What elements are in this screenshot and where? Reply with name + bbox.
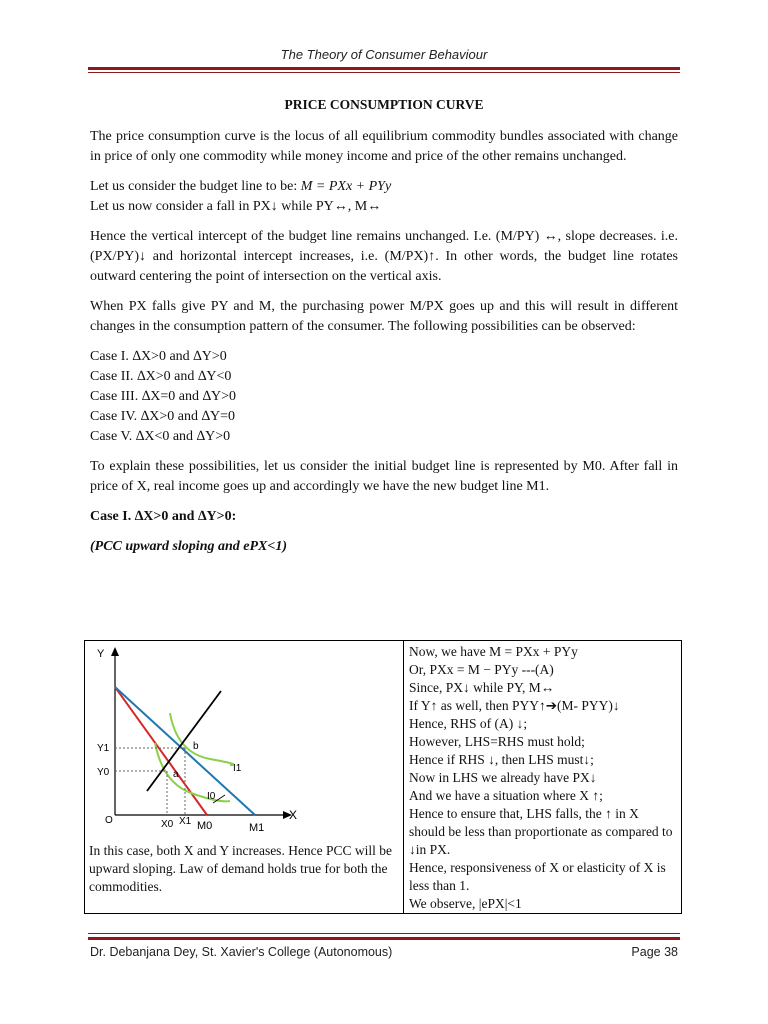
y0-label: Y0 (97, 767, 110, 778)
case-item: Case I. ∆X>0 and ∆Y>0 (90, 349, 227, 364)
budget-line-text: Let us consider the budget line to be: (90, 179, 301, 194)
case-item: Case IV. ∆X>0 and ∆Y=0 (90, 409, 236, 424)
case-item: Case II. ∆X>0 and ∆Y<0 (90, 369, 232, 384)
derivation-line: We observe, |ePX|<1 (409, 896, 522, 911)
section-title: PRICE CONSUMPTION CURVE (284, 97, 484, 112)
case1-subheading: (PCC upward sloping and ePX<1) (90, 539, 288, 554)
header-rule (88, 67, 680, 70)
derivation-cell (404, 641, 682, 914)
derivation-line: If Y↑ as well, then PYY↑➔(M- PYY)↓ (409, 698, 620, 713)
derivation-line: Hence, responsiveness of X or elasticity of X is less than 1. (409, 860, 666, 893)
i1-label: I1 (233, 763, 242, 774)
budget-line-1 (90, 177, 678, 197)
intro-paragraph: The price consumption curve is the locus of all equilibrium commodity bundles associated with change in price of only one commodity while money income and price of the other remains unchanged. (90, 129, 678, 164)
figure-caption: In this case, both X and Y increases. Hence PCC will be upward sloping. Law of demand holds true for both the commodities. (89, 843, 393, 894)
x-axis-label: X (289, 808, 298, 822)
indifference-curve-i1 (170, 713, 234, 765)
case-item: Case V. ∆X<0 and ∆Y>0 (90, 429, 231, 444)
y-axis-label: Y (97, 648, 105, 660)
footer-rule (88, 937, 680, 940)
derivation-line: Hence if RHS ↓, then LHS must↓; (409, 752, 594, 767)
case1-heading: Case I. ∆X>0 and ∆Y>0: (90, 509, 237, 524)
point-b-label: b (193, 741, 199, 752)
header-rule-thin (88, 72, 680, 73)
derivation-line: Now in LHS we already have PX↓ (409, 770, 597, 785)
derivation-line: However, LHS=RHS must hold; (409, 734, 585, 749)
pcc-line (147, 691, 221, 791)
derivation-line: Since, PX↓ while PY, M↔ (409, 680, 555, 695)
origin-label: O (105, 815, 113, 826)
main-content (90, 95, 678, 557)
y-axis-arrow (111, 647, 119, 656)
derivation-line: Hence to ensure that, LHS falls, the ↑ in X should be less than proportionate as compared to ↓in PX. (409, 806, 673, 857)
derivation-line: Or, PXx = M − PYy ---(A) (409, 662, 554, 677)
point-a-label: a (173, 769, 179, 780)
vertical-intercept-paragraph: Hence the vertical intercept of the budget line remains unchanged. I.e. (M/PY) ↔, slope decreases. i.e. (PX/PY)↓ and horizontal intercept increases, i.e. (M/PX)↑. In other words, the budget line rotates outward centering the point of intersection on the vertical axis. (90, 229, 678, 284)
page-header-title: The Theory of Consumer Behaviour (280, 47, 488, 62)
pcc-figure (85, 643, 403, 843)
budget-equation: M = PXx + PYy (300, 179, 392, 194)
x1-label: X1 (179, 816, 192, 827)
derivation-line: Hence, RHS of (A) ↓; (409, 716, 528, 731)
figure-cell (85, 641, 404, 914)
derivation-line: And we have a situation where X ↑; (409, 788, 603, 803)
page-number: Page 38 (631, 945, 678, 959)
i0-label: I0 (207, 791, 216, 802)
case1-table (84, 640, 682, 914)
derivation-line: Now, we have M = PXx + PYy (409, 644, 578, 659)
explain-paragraph: To explain these possibilities, let us consider the initial budget line is represented by M0. After fall in price of X, real income goes up and accordingly we have the new budget line M1. (90, 459, 678, 494)
budget-line-m1 (115, 687, 255, 815)
y1-label: Y1 (97, 743, 110, 754)
m1-label: M1 (249, 822, 265, 834)
budget-line-2: Let us now consider a fall in PX↓ while PY↔, M↔ (90, 199, 382, 214)
footer-rule-thin (88, 933, 680, 934)
purchasing-power-paragraph: When PX falls give PY and M, the purchasing power M/PX goes up and this will result in different changes in the consumption pattern of the consumer. The following possibilities can be observed: (90, 299, 678, 334)
case-item: Case III. ∆X=0 and ∆Y>0 (90, 389, 237, 404)
m0-label: M0 (197, 820, 213, 832)
x0-label: X0 (161, 819, 174, 830)
footer-author: Dr. Debanjana Dey, St. Xavier's College (Autonomous) (90, 945, 393, 959)
